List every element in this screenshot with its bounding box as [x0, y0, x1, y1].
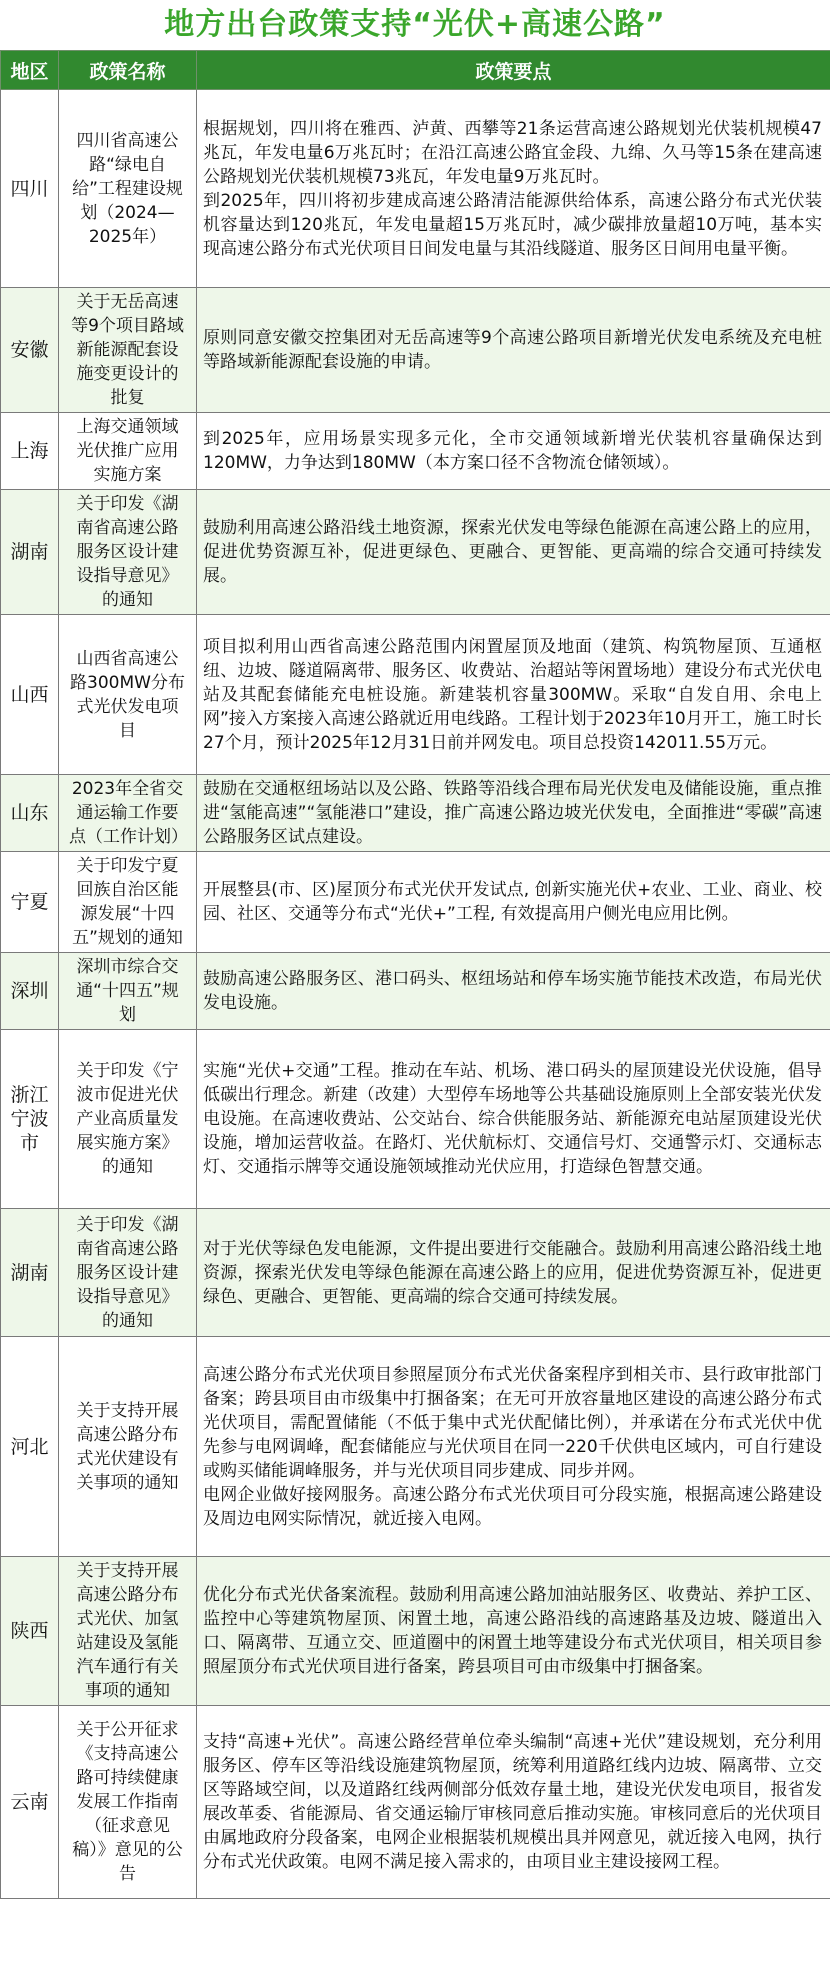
table-row: [1, 90, 830, 288]
header-policy-points: 政策要点: [197, 51, 830, 90]
policy-point-paragraph: 高速公路分布式光伏项目参照屋顶分布式光伏备案程序到相关市、县行政审批部门备案；跨县项目由市级集中打捆备案；在无可开放容量地区建设的高速公路分布式光伏项目，需配置储能（不低于集中式光伏配储比例），并承诺在分布式光伏中优先参与电网调峰，配套储能应与光伏项目在同一220千伏供电区域内，可自行建设或购买储能调峰服务，并与光伏项目同步建成、同步并网。: [203, 1364, 822, 1481]
policy-point-paragraph: 开展整县(市、区)屋顶分布式光伏开发试点, 创新实施光伏+农业、工业、商业、校园、社区、交通等分布式“光伏+”工程, 有效提高用户侧光电应用比例。: [203, 880, 822, 924]
policy-point-paragraph: 实施“光伏+交通”工程。推动在车站、机场、港口码头的屋顶建设光伏设施，倡导低碳出行理念。新建（改建）大型停车场地等公共基础设施原则上全部安装光伏发电设施。在高速收费站、公交站台、综合供能服务站、新能源充电站屋顶建设光伏设施，增加运营收益。在路灯、光伏航标灯、交通信号灯、交通警示灯、交通标志灯、交通指示牌等交通设施领域推动光伏应用，打造绿色智慧交通。: [203, 1061, 822, 1177]
policy-point-paragraph: 原则同意安徽交控集团对无岳高速等9个高速公路项目新增光伏发电系统及充电桩等路域新能源配套设施的申请。: [203, 328, 822, 372]
policy-point-paragraph: 鼓励高速公路服务区、港口码头、枢纽场站和停车场实施节能技术改造，布局光伏发电设施。: [203, 969, 822, 1013]
region-cell: 浙江宁波市: [1, 1030, 59, 1209]
table-row: [1, 413, 830, 490]
policy-point-paragraph: 支持“高速+光伏”。高速公路经营单位牵头编制“高速+光伏”建设规划，充分利用服务区、停车区等沿线设施建筑物屋顶，统筹利用道路红线内边坡、隔离带、立交区等路域空间，以及道路红线两侧部分低效存量土地，建设光伏发电项目，报省发展改革委、省能源局、省交通运输厅审核同意后推动实施。审核同意后的光伏项目由属地政府分段备案，电网企业根据装机规模出具并网意见，就近接入电网，执行分布式光伏政策。电网不满足接入需求的，由项目业主建设接网工程。: [203, 1732, 822, 1872]
policy-point-paragraph: 鼓励利用高速公路沿线土地资源，探索光伏发电等绿色能源在高速公路上的应用，促进优势资源互补，促进更绿色、更融合、更智能、更高端的综合交通可持续发展。: [203, 518, 822, 586]
policy-name-cell: 关于无岳高速等9个项目路域新能源配套设施变更设计的批复: [59, 288, 197, 413]
header-region: 地区: [1, 51, 59, 90]
policy-points-cell: [197, 615, 830, 775]
region-cell: 安徽: [1, 288, 59, 413]
policy-points-cell: [197, 1706, 830, 1899]
policy-point-paragraph: 到2025年，应用场景实现多元化，全市交通领域新增光伏装机容量确保达到120MW，力争达到180MW（本方案口径不含物流仓储领域）。: [203, 429, 822, 473]
table-row: [1, 288, 830, 413]
table-row: [1, 1209, 830, 1337]
policy-points-cell: [197, 413, 830, 490]
policy-name-cell: 关于支持开展高速公路分布式光伏建设有关事项的通知: [59, 1337, 197, 1557]
policy-name-cell: 四川省高速公路“绿电自给”工程建设规划（2024—2025年）: [59, 90, 197, 288]
region-cell: 陕西: [1, 1557, 59, 1706]
policy-name-cell: 关于公开征求《支持高速公路可持续健康发展工作指南（征求意见稿）》意见的公告: [59, 1706, 197, 1899]
region-cell: 深圳: [1, 953, 59, 1030]
policy-points-cell: [197, 1209, 830, 1337]
region-cell: 山西: [1, 615, 59, 775]
policy-point-paragraph: 根据规划，四川将在雅西、泸黄、西攀等21条运营高速公路规划光伏装机规模47兆瓦，年发电量6万兆瓦时；在沿江高速公路宜金段、九绵、久马等15条在建高速公路规划光伏装机规模73兆瓦，年发电量9万兆瓦时。: [203, 118, 822, 187]
region-cell: 四川: [1, 90, 59, 288]
region-cell: 河北: [1, 1337, 59, 1557]
region-cell: 上海: [1, 413, 59, 490]
policy-name-cell: 2023年全省交通运输工作要点（工作计划）: [59, 775, 197, 852]
policy-point-paragraph: 鼓励在交通枢纽场站以及公路、铁路等沿线合理布局光伏发电及储能设施，重点推进“氢能高速”“氢能港口”建设，推广高速公路边坡光伏发电，全面推进“零碳”高速公路服务区试点建设。: [203, 779, 822, 847]
table-header-row: [1, 51, 830, 90]
policy-point-paragraph: 对于光伏等绿色发电能源，文件提出要进行交能融合。鼓励利用高速公路沿线土地资源，探索光伏发电等绿色能源在高速公路上的应用，促进优势资源互补，促进更绿色、更融合、更智能、更高端的综合交通可持续发展。: [203, 1238, 822, 1307]
header-policy-name: 政策名称: [59, 51, 197, 90]
policy-name-cell: 关于印发宁夏回族自治区能源发展“十四五”规划的通知: [59, 852, 197, 953]
region-cell: 宁夏: [1, 852, 59, 953]
policy-point-paragraph: 项目拟利用山西省高速公路范围内闲置屋顶及地面（建筑、构筑物屋顶、互通枢纽、边坡、隧道隔离带、服务区、收费站、治超站等闲置场地）建设分布式光伏电站及其配套储能充电桩设施。新建装机容量300MW。采取“自发自用、余电上网”接入方案接入高速公路就近用电线路。工程计划于2023年10月开工，施工时长27个月，预计2025年12月31日前并网发电。项目总投资142011.55万元。: [203, 636, 822, 753]
table-row: [1, 1030, 830, 1209]
region-cell: 湖南: [1, 490, 59, 615]
policy-name-cell: 关于支持开展高速公路分布式光伏、加氢站建设及氢能汽车通行有关事项的通知: [59, 1557, 197, 1706]
policy-name-cell: 上海交通领域光伏推广应用实施方案: [59, 413, 197, 490]
table-row: [1, 1706, 830, 1899]
table-row: [1, 490, 830, 615]
table-row: [1, 953, 830, 1030]
policy-point-paragraph: 优化分布式光伏备案流程。鼓励利用高速公路加油站服务区、收费站、养护工区、监控中心等建筑物屋顶、闲置土地，高速公路沿线的高速路基及边坡、隧道出入口、隔离带、互通立交、匝道圈中的闲置土地等建设分布式光伏项目，相关项目参照屋顶分布式光伏项目进行备案，跨县项目可由市级集中打捆备案。: [203, 1585, 822, 1677]
table-row: [1, 852, 830, 953]
table-row: [1, 1557, 830, 1706]
policy-points-cell: [197, 1030, 830, 1209]
region-cell: 云南: [1, 1706, 59, 1899]
policy-points-cell: [197, 852, 830, 953]
policy-points-cell: [197, 1557, 830, 1706]
policy-name-cell: 深圳市综合交通“十四五”规划: [59, 953, 197, 1030]
region-cell: 山东: [1, 775, 59, 852]
policy-points-cell: [197, 775, 830, 852]
policy-name-cell: 山西省高速公路300MW分布式光伏发电项目: [59, 615, 197, 775]
table-row: [1, 1337, 830, 1557]
policy-points-cell: [197, 1337, 830, 1557]
policy-points-cell: [197, 490, 830, 615]
region-cell: 湖南: [1, 1209, 59, 1337]
policy-table: [0, 50, 830, 1899]
policy-name-cell: 关于印发《宁波市促进光伏产业高质量发展实施方案》的通知: [59, 1030, 197, 1209]
policy-point-paragraph: 电网企业做好接网服务。高速公路分布式光伏项目可分段实施，根据高速公路建设及周边电网实际情况，就近接入电网。: [203, 1484, 822, 1529]
policy-name-cell: 关于印发《湖南省高速公路服务区设计建设指导意见》的通知: [59, 1209, 197, 1337]
policy-points-cell: [197, 288, 830, 413]
policy-points-cell: [197, 953, 830, 1030]
page-title: 地方出台政策支持“光伏+高速公路”: [164, 7, 666, 42]
policy-name-cell: 关于印发《湖南省高速公路服务区设计建设指导意见》的通知: [59, 490, 197, 615]
table-row: [1, 615, 830, 775]
table-row: [1, 775, 830, 852]
policy-points-cell: [197, 90, 830, 288]
policy-point-paragraph: 到2025年，四川将初步建成高速公路清洁能源供给体系，高速公路分布式光伏装机容量达到120兆瓦，年发电量超15万兆瓦时，减少碳排放量超10万吨，基本实现高速公路分布式光伏项目日间发电量与其沿线隧道、服务区日间用电量平衡。: [203, 190, 822, 259]
